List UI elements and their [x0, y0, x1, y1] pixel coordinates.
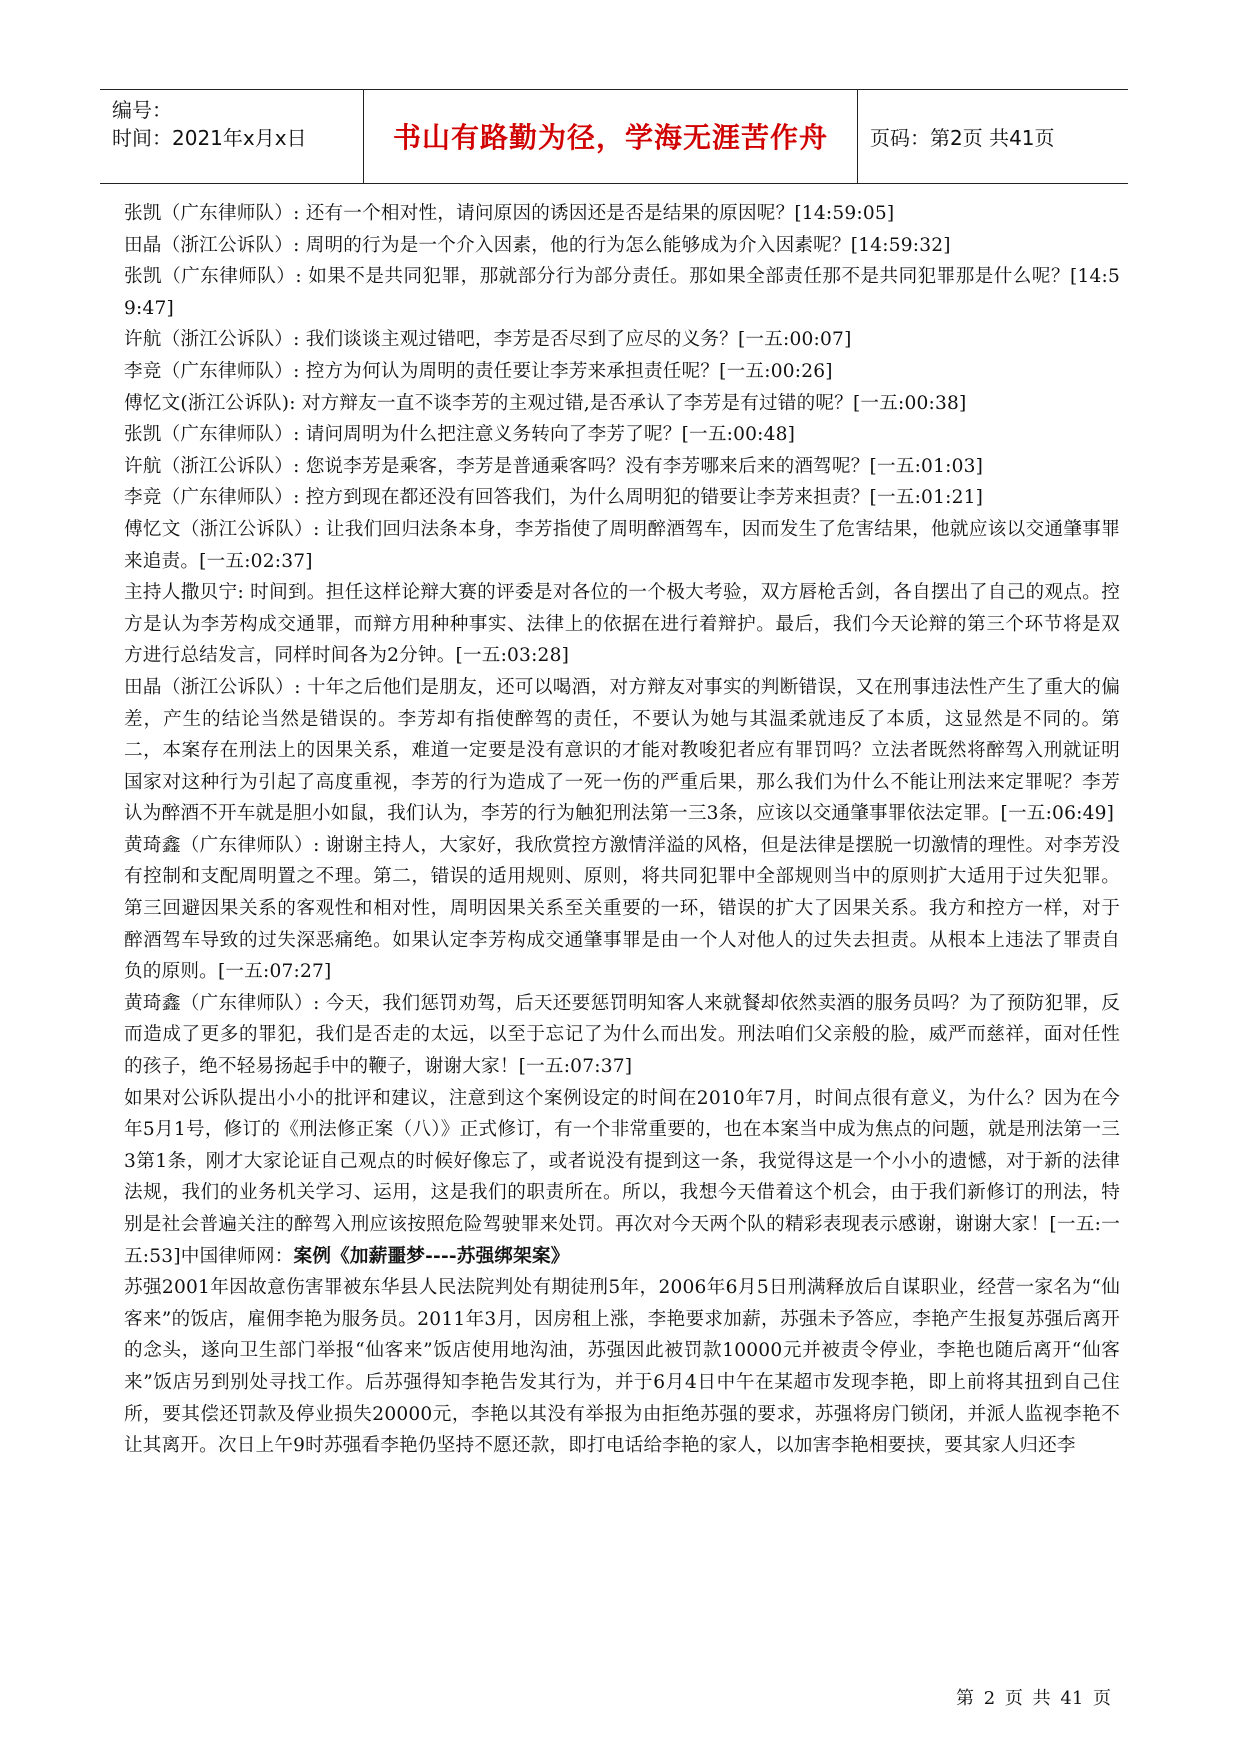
paragraph: 许航（浙江公诉队）: 我们谈谈主观过错吧，李芳是否尽到了应尽的义务？[一五:00:07]: [124, 329, 852, 351]
paragraph: 田晶（浙江公诉队）: 周明的行为是一个介入因素，他的行为怎么能够成为介入因素呢？[14:59:32]: [124, 234, 951, 256]
header-right-cell: [858, 90, 1128, 183]
paragraph: 傅忆文(浙江公诉队): 对方辩友一直不谈李芳的主观过错,是否承认了李芳是有过错的呢？[一五:00:38]: [124, 392, 967, 414]
number-label: 编号：: [112, 98, 172, 122]
paragraph: 许航（浙江公诉队）: 您说李芳是乘客，李芳是普通乘客吗？没有李芳哪来后来的酒驾呢？[一五:01:03]: [124, 455, 984, 477]
case-paragraph: 苏强2001年因故意伤害罪被东华县人民法院判处有期徒刑5年，2006年6月5日刑满释放后自谋职业，经营一家名为“仙客来”的饭店，雇佣李艳为服务员。2011年3月，因房租上涨，李艳要求加薪，苏强未予答应，李艳产生报复苏强后离开的念头，遂向卫生部门举报“仙客来”饭店使用地沟油，苏强因此被罚款10000元并被责令停业，李艳也随后离开“仙客来”饭店另到别处寻找工作。后苏强得知李艳告发其行为，并于6月4日中午在某超市发现李艳，即上前将其扭到自己住所，要其偿还罚款及停业损失20000元，李艳以其没有举报为由拒绝苏强的要求，苏强将房门锁闭，并派人监视李艳不让其离开。次日上午9时苏强看李艳仍坚持不愿还款，即打电话给李艳的家人，以加害李艳相要挟，要其家人归还李: [124, 1277, 1120, 1457]
paragraph: 李竞（广东律师队）: 控方到现在都还没有回答我们，为什么周明犯的错要让李芳来担责？[一五:01:21]: [124, 487, 984, 509]
paragraph: 傅忆文（浙江公诉队）: 让我们回归法条本身，李芳指使了周明醉酒驾车，因而发生了危害结果，他就应该以交通肇事罪来追责。[一五:02:37]: [124, 518, 1120, 572]
paragraph: 黄琦鑫（广东律师队）: 谢谢主持人，大家好，我欣赏控方激情洋溢的风格，但是法律是摆脱一切激情的理性。对李芳没有控制和支配周明置之不理。第二，错误的适用规则、原则，将共同犯罪中全部规则当中的原则扩大适用于过失犯罪。第三回避因果关系的客观性和相对性，周明因果关系至关重要的一环，错误的扩大了因果关系。我方和控方一样，对于醉酒驾车导致的过失深恶痛绝。如果认定李芳构成交通肇事罪是由一个人对他人的过失去担责。从根本上违法了罪责自负的原则。[一五:07:27]: [124, 834, 1120, 983]
paragraph: 张凯（广东律师队）: 如果不是共同犯罪，那就部分行为部分责任。那如果全部责任那不是共同犯罪那是什么呢？[14:59:47]: [124, 266, 1120, 319]
paragraph: 张凯（广东律师队）: 请问周明为什么把注意义务转向了李芳了呢？[一五:00:48]: [124, 424, 796, 446]
page-footer: 第 2 页 共 41 页: [956, 1688, 1111, 1709]
paragraph: 田晶（浙江公诉队）: 十年之后他们是朋友，还可以喝酒，对方辩友对事实的判断错误，又在刑事违法性产生了重大的偏差，产生的结论当然是错误的。李芳却有指使醉驾的责任，不要认为她与其温柔就违反了本质，这显然是不同的。第二，本案存在刑法上的因果关系，难道一定要是没有意识的才能对教唆犯者应有罪罚吗？立法者既然将醉驾入刑就证明国家对这种行为引起了高度重视，李芳的行为造成了一死一伤的严重后果，那么我们为什么不能让刑法来定罪呢？李芳认为醉酒不开车就是胆小如鼠，我们认为，李芳的行为触犯刑法第一三3条，应该以交通肇事罪依法定罪。[一五:06:49]: [124, 676, 1120, 825]
review-text: 如果对公诉队提出小小的批评和建议，注意到这个案例设定的时间在2010年7月，时间点很有意义，为什么？因为在今年5月1号，修订的《刑法修正案（八）》正式修订，有一个非常重要的，也在本案当中成为焦点的问题，就是刑法第一三3第1条，刚才大家论证自己观点的时候好像忘了，或者说没有提到这一条，我觉得这是一个小小的遗憾，对于新的法律法规，我们的业务机关学习、运用，这是我们的职责所在。所以，我想今天借着这个机会，由于我们新修订的刑法，特别是社会普遍关注的醉驾入刑应该按照危险驾驶罪来处罚。再次对今天两个队的精彩表现表示感谢，谢谢大家！[一五:一五:53]中国律师网：: [124, 1087, 1120, 1267]
paragraph: 主持人撒贝宁: 时间到。担任这样论辩大赛的评委是对各位的一个极大考验，双方唇枪舌剑，各自摆出了自己的观点。控方是认为李芳构成交通罪，而辩方用种种事实、法律上的依据在进行着辩护。最后，我们今天论辩的第三个环节将是双方进行总结发言，同样时间各为2分钟。[一五:03:28]: [124, 582, 1120, 667]
review-paragraph: [124, 1083, 1120, 1273]
paragraph: 黄琦鑫（广东律师队）: 今天，我们惩罚劝驾，后天还要惩罚明知客人来就餐却依然卖酒的服务员吗？为了预防犯罪，反而造成了更多的罪犯，我们是否走的太远，以至于忘记了为什么而出发。刑法咱们父亲般的脸，威严而慈祥，面对任性的孩子，绝不轻易扬起手中的鞭子，谢谢大家！[一五:07:37]: [124, 992, 1120, 1078]
motto: 书山有路勤为径，学海无涯苦作舟: [392, 121, 828, 154]
paragraph: 张凯（广东律师队）: 还有一个相对性，请问原因的诱因还是否是结果的原因呢？[14:59:05]: [124, 203, 895, 224]
header-left-cell: [100, 90, 364, 183]
time-label: 时间：2021年x月x日: [112, 126, 307, 150]
page-header: [100, 89, 1128, 184]
page-number-label: 页码：第2页 共41页: [870, 126, 1055, 150]
document-body: [124, 198, 1120, 1462]
case-title: 案例《加薪噩梦----苏强绑架案》: [293, 1245, 570, 1267]
header-middle-cell: [364, 90, 858, 183]
paragraph: 李竞（广东律师队）: 控方为何认为周明的责任要让李芳来承担责任呢？[一五:00:26]: [124, 360, 833, 382]
